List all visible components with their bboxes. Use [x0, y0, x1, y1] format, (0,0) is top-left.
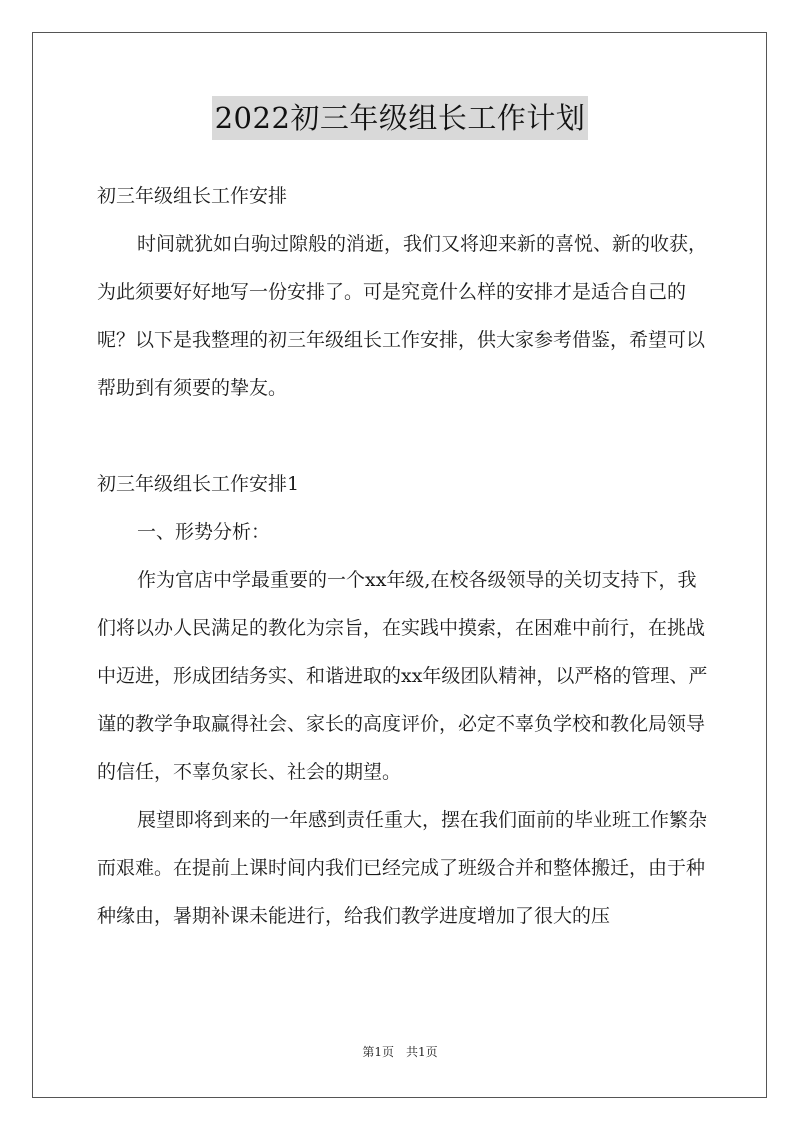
document-title: 2022初三年级组长工作计划 [212, 96, 589, 140]
body-paragraph: 作为官店中学最重要的一个xx年级,在校各级领导的关切支持下，我们将以办人民满足的教化为宗旨，在实践中摸索，在困难中前行，在挑战中迈进，形成团结务实、和谐进取的xx年级团队精神，以严格的管理、严谨的教学争取赢得社会、家长的高度评价，必定不辜负学校和教化局领导的信任，不辜负家长、社会的期望。 [97, 569, 708, 783]
intro-paragraph: 时间就犹如白驹过隙般的消逝，我们又将迎来新的喜悦、新的收获，为此须要好好地写一份安排了。可是究竟什么样的安排才是适合自己的呢？以下是我整理的初三年级组长工作安排，供大家参考借鉴，希望可以帮助到有须要的挚友。 [97, 233, 708, 399]
subsection-heading: 一、形势分析： [137, 521, 271, 543]
section-heading-1: 初三年级组长工作安排1 [97, 473, 300, 495]
title-container [0, 96, 800, 140]
page-number-footer: 第1页 共1页 [362, 1045, 438, 1059]
section-heading: 初三年级组长工作安排 [97, 185, 288, 207]
document-body [97, 172, 709, 940]
body-paragraph: 展望即将到来的一年感到责任重大，摆在我们面前的毕业班工作繁杂而艰难。在提前上课时间内我们已经完成了班级合并和整体搬迁，由于种种缘由，暑期补课未能进行，给我们教学进度增加了很大的压 [97, 809, 708, 927]
